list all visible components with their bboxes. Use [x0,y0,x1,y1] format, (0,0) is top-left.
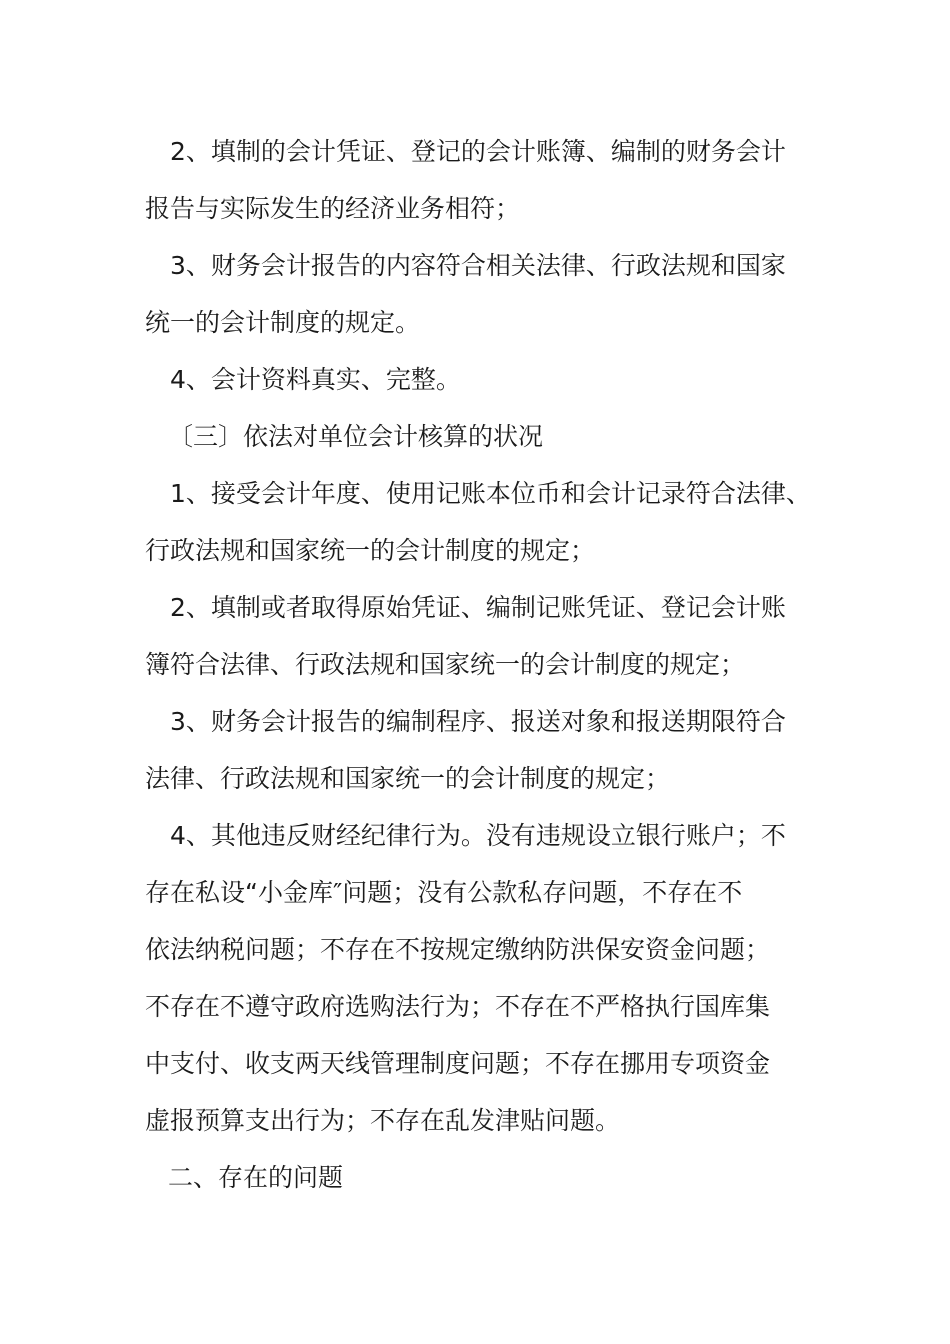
section-heading: 二、存在的问题 [168,1163,344,1192]
paragraph-line: 4、会计资料真实、完整。 [170,365,461,394]
paragraph-line: 4、其他违反财经纪律行为。没有违规设立银行账户；不 [170,821,786,850]
paragraph-line: 统一的会计制度的规定。 [145,308,421,337]
paragraph-line: 1、接受会计年度、使用记账本位币和会计记录符合法律、 [170,479,811,508]
paragraph-line: 3、财务会计报告的内容符合相关法律、行政法规和国家 [170,251,786,280]
paragraph-line: 法律、行政法规和国家统一的会计制度的规定； [145,764,671,793]
paragraph-line: 2、填制或者取得原始凭证、编制记账凭证、登记会计账 [170,593,786,622]
paragraph-line: 不存在不遵守政府选购法行为；不存在不严格执行国库集 [145,992,771,1021]
paragraph-line: 依法纳税问题；不存在不按规定缴纳防洪保安资金问题； [145,935,771,964]
paragraph-line: 簿符合法律、行政法规和国家统一的会计制度的规定； [145,650,746,679]
paragraph-line: 2、填制的会计凭证、登记的会计账簿、编制的财务会计 [170,137,786,166]
paragraph-line: 报告与实际发生的经济业务相符； [145,194,521,223]
paragraph-line: 存在私设“小金库″问题；没有公款私存问题，不存在不 [145,878,743,907]
paragraph-line: 中支付、收支两天线管理制度问题；不存在挪用专项资金 [145,1049,771,1078]
paragraph-line: 行政法规和国家统一的会计制度的规定； [145,536,596,565]
paragraph-line: 3、财务会计报告的编制程序、报送对象和报送期限符合 [170,707,786,736]
section-heading: 〔三〕依法对单位会计核算的状况 [168,422,544,451]
paragraph-line: 虚报预算支出行为；不存在乱发津贴问题。 [145,1106,621,1135]
